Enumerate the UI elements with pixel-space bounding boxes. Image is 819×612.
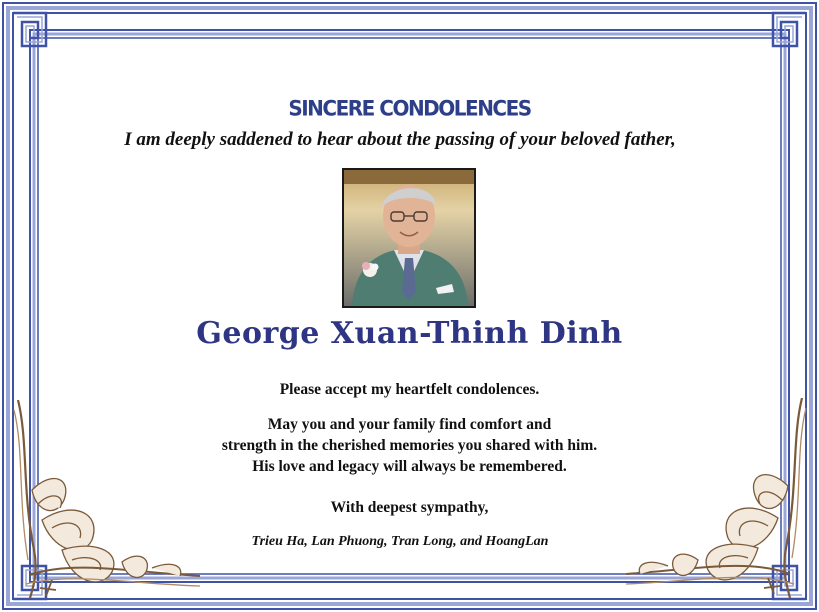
card-heading: SINCERE CONDOLENCES	[288, 95, 531, 121]
condolence-line: Please accept my heartfelt condolences.	[279, 381, 540, 398]
intro-text: I am deeply saddened to hear about the passing of your beloved father,	[124, 129, 676, 150]
message-line-2: strength in the cherished memories you shared with him.	[221, 437, 598, 454]
portrait-photo-icon	[344, 170, 474, 306]
closing-line: With deepest sympathy,	[330, 499, 489, 516]
message-line-1: May you and your family find comfort and	[267, 416, 552, 433]
deceased-name: George Xuan-Thinh Dinh	[196, 316, 623, 351]
portrait-photo	[342, 168, 476, 308]
message-line-3: His love and legacy will always be remembered.	[252, 458, 567, 475]
signers-line: Trieu Ha, Lan Phuong, Tran Long, and HoangLan	[251, 534, 549, 549]
